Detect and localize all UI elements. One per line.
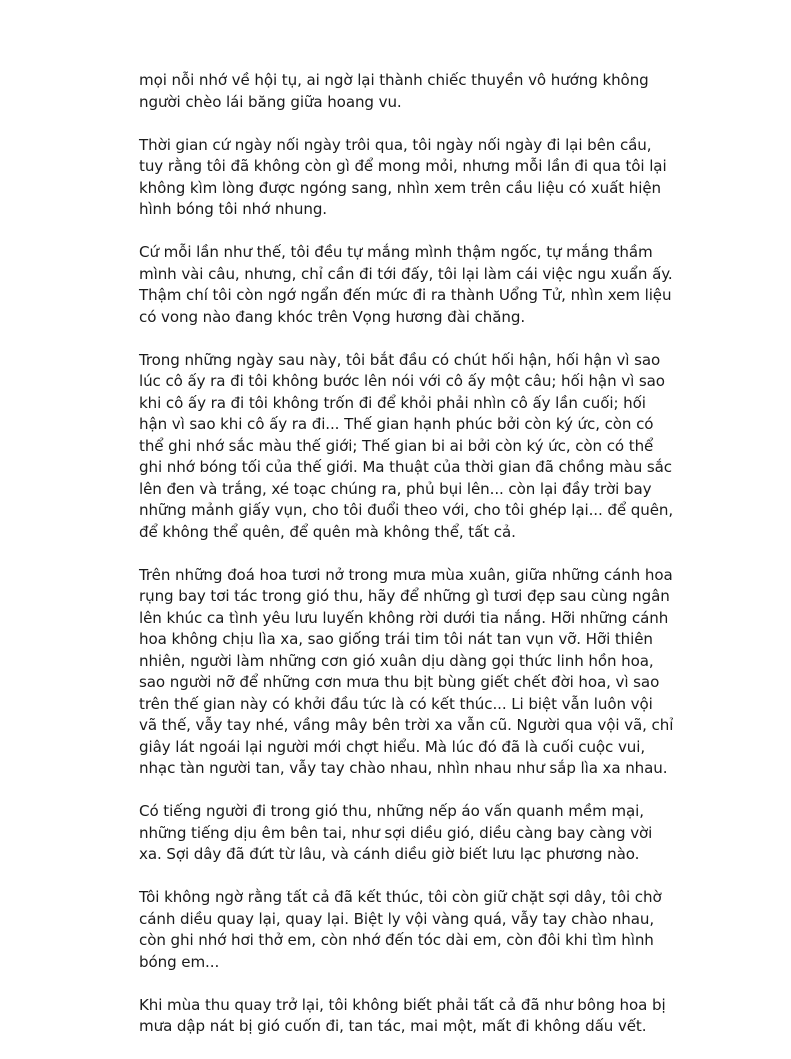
paragraph: mọi nỗi nhớ về hội tụ, ai ngờ lại thành chiếc thuyền vô hướng không người chèo lái băng giữa hoang vu. — [139, 71, 649, 111]
paragraph: Thời gian cứ ngày nối ngày trôi qua, tôi ngày nối ngày đi lại bên cầu, tuy rằng tôi đã không còn gì để mong mỏi, nhưng mỗi lần đi qua tôi lại không kìm lòng được ngóng sang, nhìn xem trên cầu liệu có xuất hiện hình bóng tôi nhớ nhung. — [139, 135, 667, 218]
paragraph: Trên những đoá hoa tươi nở trong mưa mùa xuân, giữa những cánh hoa rụng bay tơi tác trong gió thu, hãy để những gì tươi đẹp sau cùng ngân lên khúc ca tình yêu lưu luyến không rời dưới tia nắng. Hỡi những cánh hoa không chịu lìa xa, sao giống trái tim tôi nát tan vụn vỡ. Hỡi thiên nhiên, người làm những cơn gió xuân dịu dàng gọi thức linh hồn hoa, sao người nỡ để những cơn mưa thu bịt bùng giết chết đời hoa, vì sao trên thế gian này có khởi đầu tức là có kết thúc... Li biệt vẫn luôn vội vã thế, vẫy tay nhé, vầng mây bên trời xa vẫn cũ. Người qua vội vã, chỉ giây lát ngoái lại người mới chợt hiểu. Mà lúc đó đã là cuối cuộc vui, nhạc tàn người tan, vẫy tay chào nhau, nhìn nhau như sắp lìa xa nhau. — [139, 565, 674, 777]
paragraph: Có tiếng người đi trong gió thu, những nếp áo vấn quanh mềm mại, những tiếng dịu êm bên tai, như sợi diều gió, diều càng bay càng vời xa. Sợi dây đã đứt từ lâu, và cánh diều giờ biết lưu lạc phương nào. — [139, 802, 653, 863]
paragraph: Khi mùa thu quay trở lại, tôi không biết phải tất cả đã như bông hoa bị mưa dập nát bị gió cuốn đi, tan tác, mai một, mất đi không dấu vết. — [139, 995, 666, 1035]
paragraph: Cứ mỗi lần như thế, tôi đều tự mắng mình thậm ngốc, tự mắng thầm mình vài câu, nhưng, chỉ cần đi tới đấy, tôi lại làm cái việc ngu xuẩn ấy. Thậm chí tôi còn ngớ ngẩn đến mức đi ra thành Uổng Tử, nhìn xem liệu có vong nào đang khóc trên Vọng hương đài chăng. — [139, 243, 673, 326]
paragraph: Tôi không ngờ rằng tất cả đã kết thúc, tôi còn giữ chặt sợi dây, tôi chờ cánh diều quay lại, quay lại. Biệt ly vội vàng quá, vẫy tay chào nhau, còn ghi nhớ hơi thở em, còn nhớ đến tóc dài em, còn đôi khi tìm hình bóng em... — [139, 888, 662, 971]
paragraph: Trong những ngày sau này, tôi bắt đầu có chút hối hận, hối hận vì sao lúc cô ấy ra đi tôi không bước lên nói với cô ấy một câu; hối hận vì sao khi cô ấy ra đi tôi không trốn đi để khỏi phải nhìn cô ấy lần cuối; hối hận vì sao khi cô ấy ra đi... Thế gian hạnh phúc bởi còn ký ức, còn có thể ghi nhớ sắc màu thế giới; Thế gian bi ai bởi còn ký ức, còn có thể ghi nhớ bóng tối của thế giới. Ma thuật của thời gian đã chồng màu sắc lên đen và trắng, xé toạc chúng ra, phủ bụi lên... còn lại đầy trời bay những mảnh giấy vụn, cho tôi đuổi theo với, cho tôi ghép lại... để quên, để không thể quên, để quên mà không thể, tất cả. — [139, 350, 674, 541]
document-body — [139, 70, 674, 1059]
